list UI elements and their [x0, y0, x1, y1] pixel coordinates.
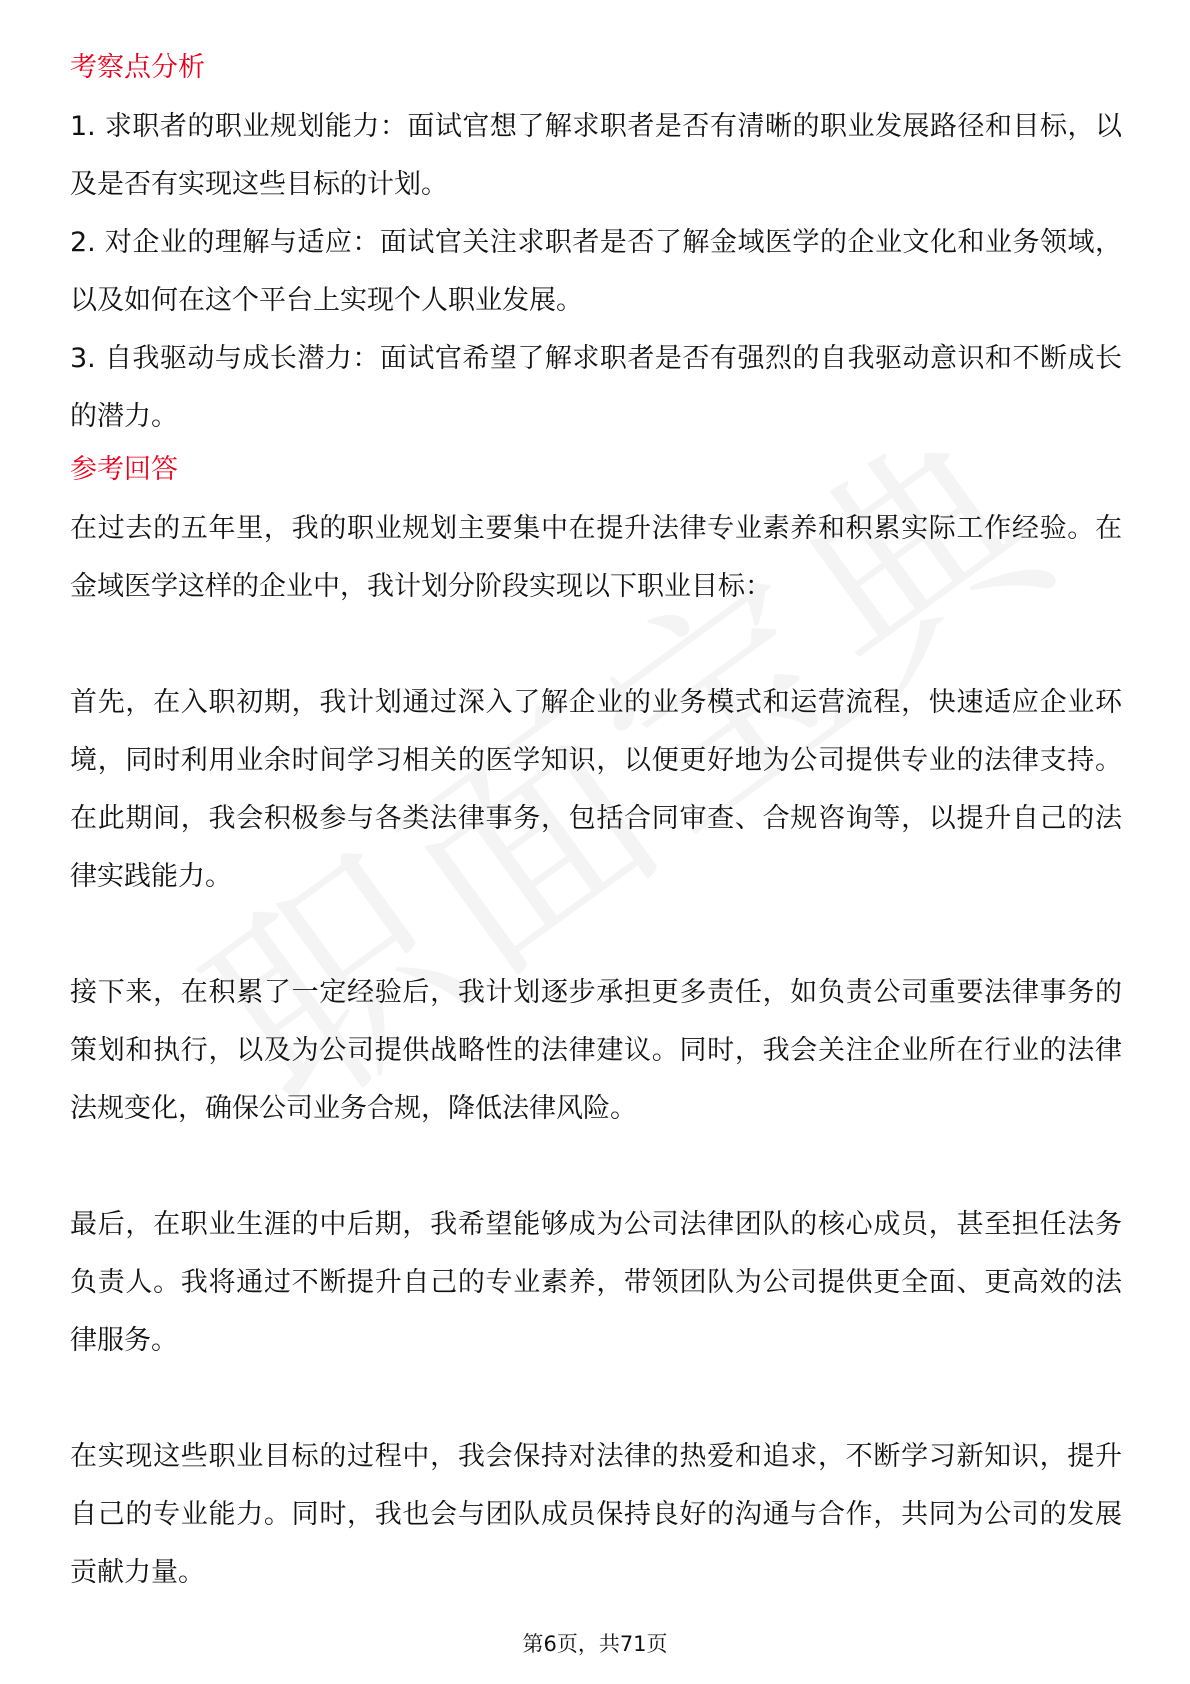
answer-paragraph: 首先，在入职初期，我计划通过深入了解企业的业务模式和运营流程，快速适应企业环境，同时利用业余时间学习相关的医学知识，以便更好地为公司提供专业的法律支持。在此期间，我会积极参与各类法律事务，包括合同审查、合规咨询等，以提升自己的法律实践能力。: [70, 687, 1122, 892]
analysis-item: 1. 求职者的职业规划能力：面试官想了解求职者是否有清晰的职业发展路径和目标，以及是否有实现这些目标的计划。: [70, 111, 1122, 200]
analysis-section-title: 考察点分析: [70, 52, 205, 83]
analysis-item: 3. 自我驱动与成长潜力：面试官希望了解求职者是否有强烈的自我驱动意识和不断成长的潜力。: [70, 343, 1122, 432]
analysis-item: 2. 对企业的理解与适应：面试官关注求职者是否了解金域医学的企业文化和业务领域，以及如何在这个平台上实现个人职业发展。: [70, 227, 1122, 316]
answer-paragraph: 接下来，在积累了一定经验后，我计划逐步承担更多责任，如负责公司重要法律事务的策划和执行，以及为公司提供战略性的法律建议。同时，我会关注企业所在行业的法律法规变化，确保公司业务合规，降低法律风险。: [70, 977, 1122, 1124]
answer-paragraph: 最后，在职业生涯的中后期，我希望能够成为公司法律团队的核心成员，甚至担任法务负责人。我将通过不断提升自己的专业素养，带领团队为公司提供更全面、更高效的法律服务。: [70, 1209, 1122, 1356]
page-content: [70, 48, 1122, 1602]
answer-paragraph: 在实现这些职业目标的过程中，我会保持对法律的热爱和追求，不断学习新知识，提升自己的专业能力。同时，我也会与团队成员保持良好的沟通与合作，共同为公司的发展贡献力量。: [70, 1441, 1122, 1588]
answer-section-title: 参考回答: [70, 454, 178, 485]
page-number: 第6页，共71页: [522, 1632, 668, 1656]
answer-paragraph: 在过去的五年里，我的职业规划主要集中在提升法律专业素养和积累实际工作经验。在金域医学这样的企业中，我计划分阶段实现以下职业目标：: [70, 513, 1122, 602]
